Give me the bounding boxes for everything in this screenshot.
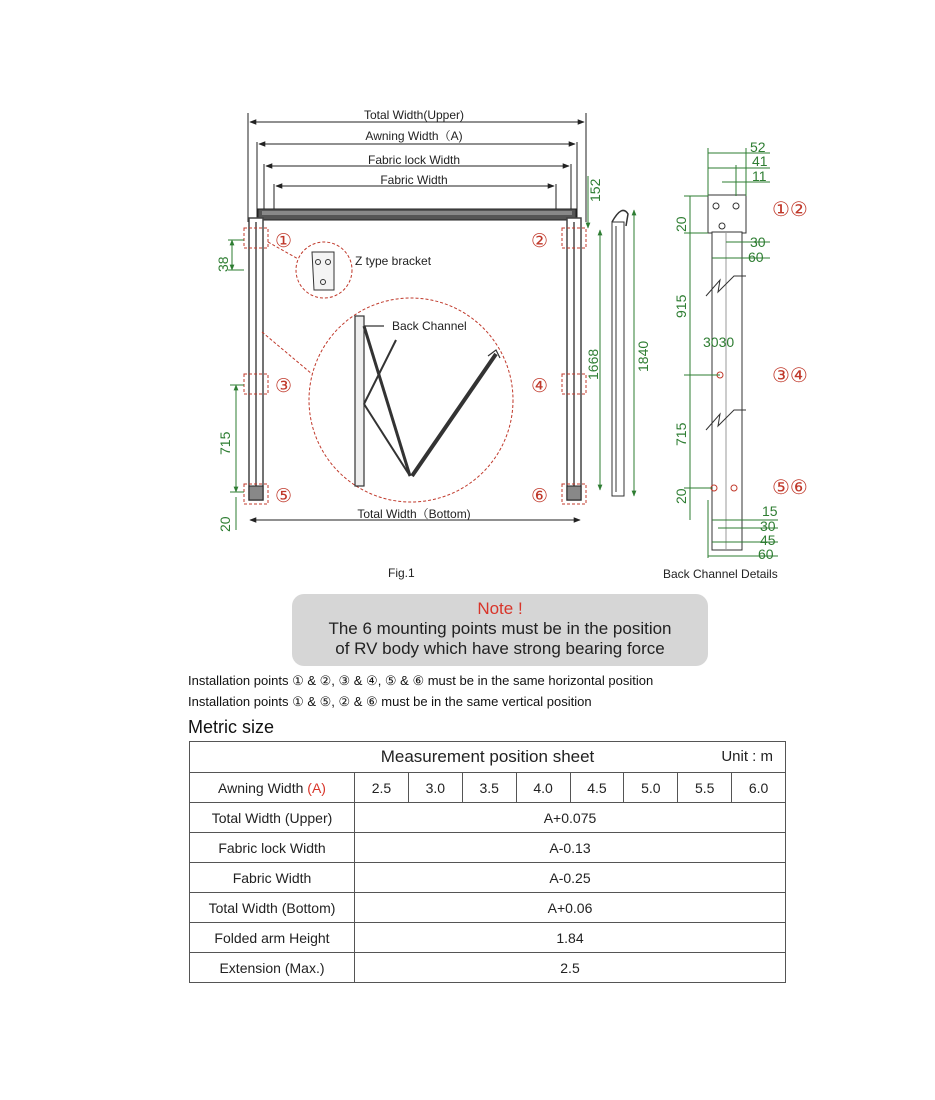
z-bracket-label: Z type bracket: [355, 254, 432, 268]
row-label: Fabric lock Width: [190, 833, 355, 863]
detail-52: 52: [750, 139, 766, 155]
table-title-row: [190, 742, 786, 773]
detail-points-34: ③④: [772, 365, 808, 387]
point-3: ③: [275, 376, 293, 397]
row-label: Folded arm Height: [190, 923, 355, 953]
detail-915: 915: [673, 294, 689, 318]
row-value: A+0.06: [355, 893, 786, 923]
dim-fabric-lock-width: Fabric lock Width: [367, 153, 461, 167]
detail-30-top: 30: [750, 234, 766, 250]
dim-38: 38: [215, 256, 231, 272]
detail-715: 715: [673, 422, 689, 446]
dim-total-width-bottom: Total Width（Bottom): [357, 507, 471, 521]
table-row: [190, 803, 786, 833]
point-5: ⑤: [275, 486, 293, 507]
point-2: ②: [531, 231, 549, 252]
row-label-awning-width: [190, 773, 355, 803]
awning-width-label-a: (A): [307, 779, 326, 796]
back-channel-detail: [262, 298, 513, 502]
detail-3030: 3030: [703, 334, 735, 350]
note-title: Note !: [477, 599, 523, 618]
table-row: [190, 833, 786, 863]
dim-total-width-upper: Total Width(Upper): [363, 108, 465, 122]
dim-152: 152: [587, 178, 603, 202]
dim-awning-width: Awning Width（A): [365, 129, 463, 143]
row-value: 1.84: [355, 923, 786, 953]
row-value: A+0.075: [355, 803, 786, 833]
measurement-table: [189, 741, 786, 983]
detail-30-bottom: 30: [760, 518, 776, 534]
instruction-horizontal: Installation points ① & ②, ③ & ④, ⑤ & ⑥ must be in the same horizontal position: [188, 673, 654, 688]
row-label: Extension (Max.): [190, 953, 355, 983]
width-cell: 5.5: [678, 773, 732, 803]
note-line-1: The 6 mounting points must be in the position: [328, 619, 672, 638]
table-row-awning-width: [190, 773, 786, 803]
width-cell: 5.0: [624, 773, 678, 803]
fig-caption: Fig.1: [388, 566, 415, 580]
row-value: A-0.25: [355, 863, 786, 893]
note-line-2: of RV body which have strong bearing force: [335, 639, 665, 658]
width-cell: 2.5: [355, 773, 409, 803]
right-dimensions: [588, 176, 634, 496]
detail-points-12: ①②: [772, 199, 808, 221]
detail-15: 15: [762, 503, 778, 519]
point-6: ⑥: [531, 486, 549, 507]
detail-45: 45: [760, 532, 776, 548]
instruction-vertical: Installation points ① & ⑤, ② & ⑥ must be in the same vertical position: [188, 694, 592, 709]
detail-points-56: ⑤⑥: [772, 477, 808, 499]
point-1: ①: [275, 231, 293, 252]
note-box: [292, 594, 708, 666]
row-value: 2.5: [355, 953, 786, 983]
detail-20-top: 20: [673, 216, 689, 232]
table-row: [190, 923, 786, 953]
table-title-cell: [190, 742, 786, 773]
dim-1668: 1668: [585, 348, 601, 380]
row-label: Total Width (Bottom): [190, 893, 355, 923]
row-label: Fabric Width: [190, 863, 355, 893]
width-cell: 6.0: [732, 773, 786, 803]
width-cell: 3.0: [408, 773, 462, 803]
point-4: ④: [531, 376, 549, 397]
dim-715-left: 715: [217, 431, 233, 455]
width-cell: 4.0: [516, 773, 570, 803]
table-title: Measurement position sheet: [380, 747, 595, 766]
row-label: Total Width (Upper): [190, 803, 355, 833]
width-cell: 4.5: [570, 773, 624, 803]
left-dimensions: [228, 240, 244, 530]
detail-41: 41: [752, 153, 768, 169]
back-channel-details-caption: Back Channel Details: [663, 567, 778, 581]
awning-width-label: Awning Width: [218, 779, 308, 796]
table-row: [190, 863, 786, 893]
width-cell: 3.5: [462, 773, 516, 803]
table-row: [190, 953, 786, 983]
detail-11: 11: [752, 168, 767, 184]
metric-size-title: Metric size: [188, 717, 275, 737]
row-value: A-0.13: [355, 833, 786, 863]
dim-fabric-width: Fabric Width: [380, 173, 448, 187]
dim-1840: 1840: [635, 340, 651, 372]
dim-20-left: 20: [217, 516, 233, 532]
awning-side-view: [612, 210, 628, 496]
detail-20-bottom: 20: [673, 488, 689, 504]
back-channel-details: [684, 148, 778, 558]
table-unit: Unit : m: [721, 748, 773, 765]
detail-60-top: 60: [748, 249, 764, 265]
back-channel-label: Back Channel: [392, 319, 467, 333]
table-row: [190, 893, 786, 923]
detail-60-bottom: 60: [758, 546, 774, 562]
